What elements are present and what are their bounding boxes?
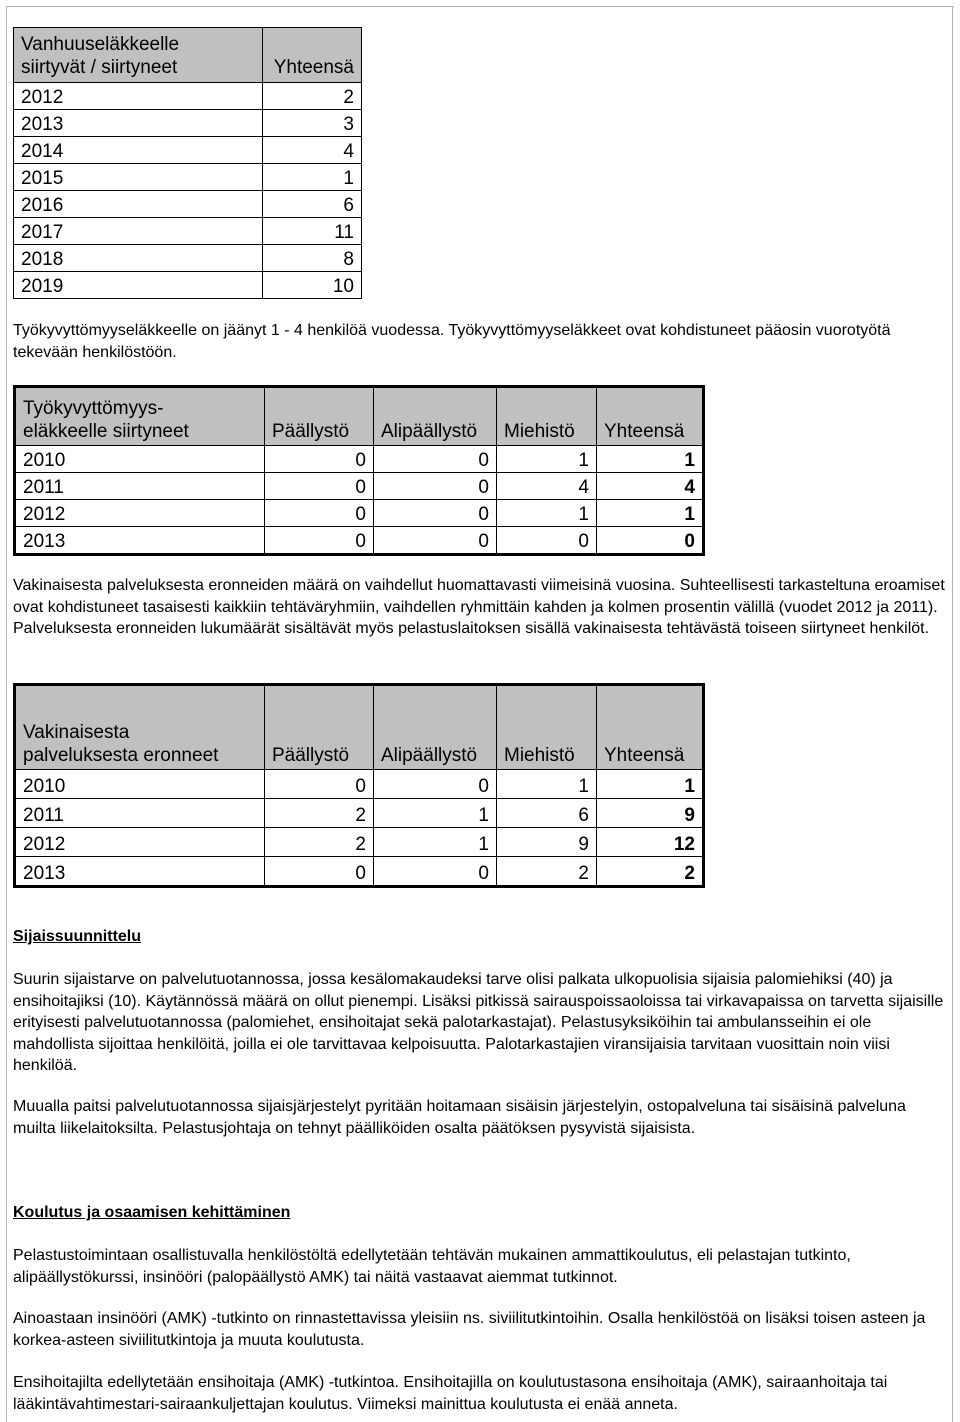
table-header-cell: Vanhuuseläkkeelle siirtyvät / siirtyneet xyxy=(14,28,263,83)
table-header-cell: Työkyvyttömyys- eläkkeelle siirtyneet xyxy=(15,387,265,446)
section-heading: Koulutus ja osaamisen kehittäminen xyxy=(13,1204,291,1221)
table-header-cell: Miehistö xyxy=(497,387,597,446)
value-cell: 2 xyxy=(265,828,374,857)
table-row xyxy=(14,191,362,218)
year-cell: 2013 xyxy=(15,857,265,887)
paragraph: Suurin sijaistarve on palvelutuotannossa, jossa kesälomakaudeksi tarve olisi palkata ulkopuolisia sijaisia palomiehiksi (40) ja ensihoitajiksi (10). Käytännössä määrä on ollut pienempi. Lisäksi pitkissä sairauspoissaoloissa tai virkavapaissa on tarvetta sijaisille erityisesti palvelutuotannossa (palomiehet, ensihoitajat sekä palotarkastajat). Pelastusyksiköihin tai ambulansseihin ei ole mahdollista sijoittaa henkilöitä, joilla ei ole tarvittavaa kelpoisuutta. Palotarkastajien viransijaisia tarvitaan vuosittain noin viisi henkilöä. xyxy=(13,971,944,1074)
total-cell: 11 xyxy=(263,218,362,245)
paragraph: Muualla paitsi palvelutuotannossa sijaisjärjestelyt pyritään hoitamaan sisäisin järjestelyin, ostopalveluna tai sisäisinä palveluna muilta liikelaitoksilta. Pelastusjohtaja on tehnyt päälliköiden osalta päätöksen pysyvistä sijaisista. xyxy=(13,1098,906,1137)
value-cell: 4 xyxy=(497,473,597,500)
page-border xyxy=(6,6,954,7)
value-cell: 9 xyxy=(497,828,597,857)
table-header-row xyxy=(14,28,362,83)
year-cell: 2018 xyxy=(14,245,263,272)
year-cell: 2010 xyxy=(15,446,265,473)
value-cell: 1 xyxy=(374,799,497,828)
year-cell: 2017 xyxy=(14,218,263,245)
table-row xyxy=(15,828,704,857)
table-header-row xyxy=(15,685,704,770)
table-header-row xyxy=(15,387,704,446)
value-cell: 0 xyxy=(265,500,374,527)
page-border xyxy=(6,6,7,1422)
total-cell: 6 xyxy=(263,191,362,218)
paragraph: Pelastustoimintaan osallistuvalla henkilöstöltä edellytetään tehtävän mukainen ammattikoulutus, eli pelastajan tutkinto, alipäällystökurssi, insinööri (palopäällystö AMK) tai näitä vastaavat aiemmat tutkinnot. xyxy=(13,1247,851,1286)
year-cell: 2016 xyxy=(14,191,263,218)
value-cell: 2 xyxy=(265,799,374,828)
year-cell: 2013 xyxy=(15,527,265,555)
value-cell: 1 xyxy=(374,828,497,857)
table-row xyxy=(14,110,362,137)
year-cell: 2019 xyxy=(14,272,263,299)
value-cell: 0 xyxy=(265,446,374,473)
year-cell: 2013 xyxy=(14,110,263,137)
value-cell: 1 xyxy=(497,770,597,799)
value-cell: 2 xyxy=(497,857,597,887)
table-row xyxy=(15,857,704,887)
year-cell: 2010 xyxy=(15,770,265,799)
table-header-cell: Vakinaisesta palveluksesta eronneet xyxy=(15,685,265,770)
table-row xyxy=(14,83,362,110)
year-cell: 2012 xyxy=(14,83,263,110)
value-cell: 0 xyxy=(374,500,497,527)
value-cell: 0 xyxy=(497,527,597,555)
table-row xyxy=(14,137,362,164)
paragraph: Ainoastaan insinööri (AMK) -tutkinto on rinnastettavissa yleisiin ns. siviilitutkintoihin. Osalla henkilöstöä on lisäksi toisen asteen ja korkea-asteen siviilitutkintoja ja muuta koulutusta. xyxy=(13,1310,926,1349)
table-row xyxy=(15,770,704,799)
total-cell: 3 xyxy=(263,110,362,137)
value-cell: 0 xyxy=(374,770,497,799)
total-cell: 2 xyxy=(597,857,704,887)
total-cell: 1 xyxy=(263,164,362,191)
total-cell: 8 xyxy=(263,245,362,272)
paragraph: Työkyvyttömyyseläkkeelle on jäänyt 1 - 4 henkilöä vuodessa. Työkyvyttömyyseläkkeet ovat kohdistuneet pääosin vuorotyötä tekevään henkilöstöön. xyxy=(13,322,891,361)
total-cell: 1 xyxy=(597,770,704,799)
section-heading: Sijaissuunnittelu xyxy=(13,928,142,945)
total-cell: 9 xyxy=(597,799,704,828)
value-cell: 0 xyxy=(265,473,374,500)
paragraph: Ensihoitajilta edellytetään ensihoitaja (AMK) -tutkintoa. Ensihoitajilla on koulutustasona ensihoitaja (AMK), sairaanhoitaja tai lääkintävahtimestari-sairaankuljettajan koulutus. Viimeksi mainittua koulutusta ei enää anneta. xyxy=(13,1374,888,1413)
value-cell: 0 xyxy=(265,770,374,799)
value-cell: 1 xyxy=(497,446,597,473)
total-cell: 1 xyxy=(597,446,704,473)
value-cell: 0 xyxy=(265,527,374,555)
total-cell: 0 xyxy=(597,527,704,555)
total-cell: 4 xyxy=(597,473,704,500)
resignations-table xyxy=(13,683,705,888)
table-row xyxy=(14,218,362,245)
total-cell: 10 xyxy=(263,272,362,299)
value-cell: 0 xyxy=(374,446,497,473)
year-cell: 2011 xyxy=(15,473,265,500)
paragraph: Vakinaisesta palveluksesta eronneiden määrä on vaihdellut huomattavasti viimeisinä vuosina. Suhteellisesti tarkasteltuna eroamiset ovat kohdistuneet tasaisesti kaikkiin tehtäväryhmiin, vaihdellen ryhmittäin kahden ja kolmen prosentin välillä (vuodet 2012 ja 2011). Palveluksesta eronneiden lukumäärät sisältävät myös pelastuslaitoksen sisällä vakinaisesta tehtävästä toiseen siirtyneet henkilöt. xyxy=(13,577,945,637)
table-row xyxy=(14,245,362,272)
value-cell: 6 xyxy=(497,799,597,828)
table-header-cell: Alipäällystö xyxy=(374,685,497,770)
value-cell: 0 xyxy=(374,473,497,500)
total-cell: 12 xyxy=(597,828,704,857)
table-header-cell: Yhteensä xyxy=(597,685,704,770)
table-row xyxy=(15,799,704,828)
value-cell: 0 xyxy=(374,857,497,887)
value-cell: 1 xyxy=(497,500,597,527)
total-cell: 1 xyxy=(597,500,704,527)
table-header-cell: Päällystö xyxy=(265,685,374,770)
table-header-cell: Päällystö xyxy=(265,387,374,446)
year-cell: 2014 xyxy=(14,137,263,164)
table-row xyxy=(14,164,362,191)
year-cell: 2012 xyxy=(15,500,265,527)
table-header-cell: Alipäällystö xyxy=(374,387,497,446)
total-cell: 4 xyxy=(263,137,362,164)
table-row xyxy=(14,272,362,299)
table-header-cell: Yhteensä xyxy=(597,387,704,446)
value-cell: 0 xyxy=(265,857,374,887)
table-row xyxy=(15,446,704,473)
table-header-cell: Yhteensä xyxy=(263,28,362,83)
total-cell: 2 xyxy=(263,83,362,110)
value-cell: 0 xyxy=(374,527,497,555)
page-border xyxy=(952,6,953,1422)
table-row xyxy=(15,473,704,500)
year-cell: 2015 xyxy=(14,164,263,191)
table-row xyxy=(15,500,704,527)
year-cell: 2011 xyxy=(15,799,265,828)
table-row xyxy=(15,527,704,555)
retirement-table xyxy=(13,27,362,299)
year-cell: 2012 xyxy=(15,828,265,857)
disability-pension-table xyxy=(13,385,705,556)
table-header-cell: Miehistö xyxy=(497,685,597,770)
